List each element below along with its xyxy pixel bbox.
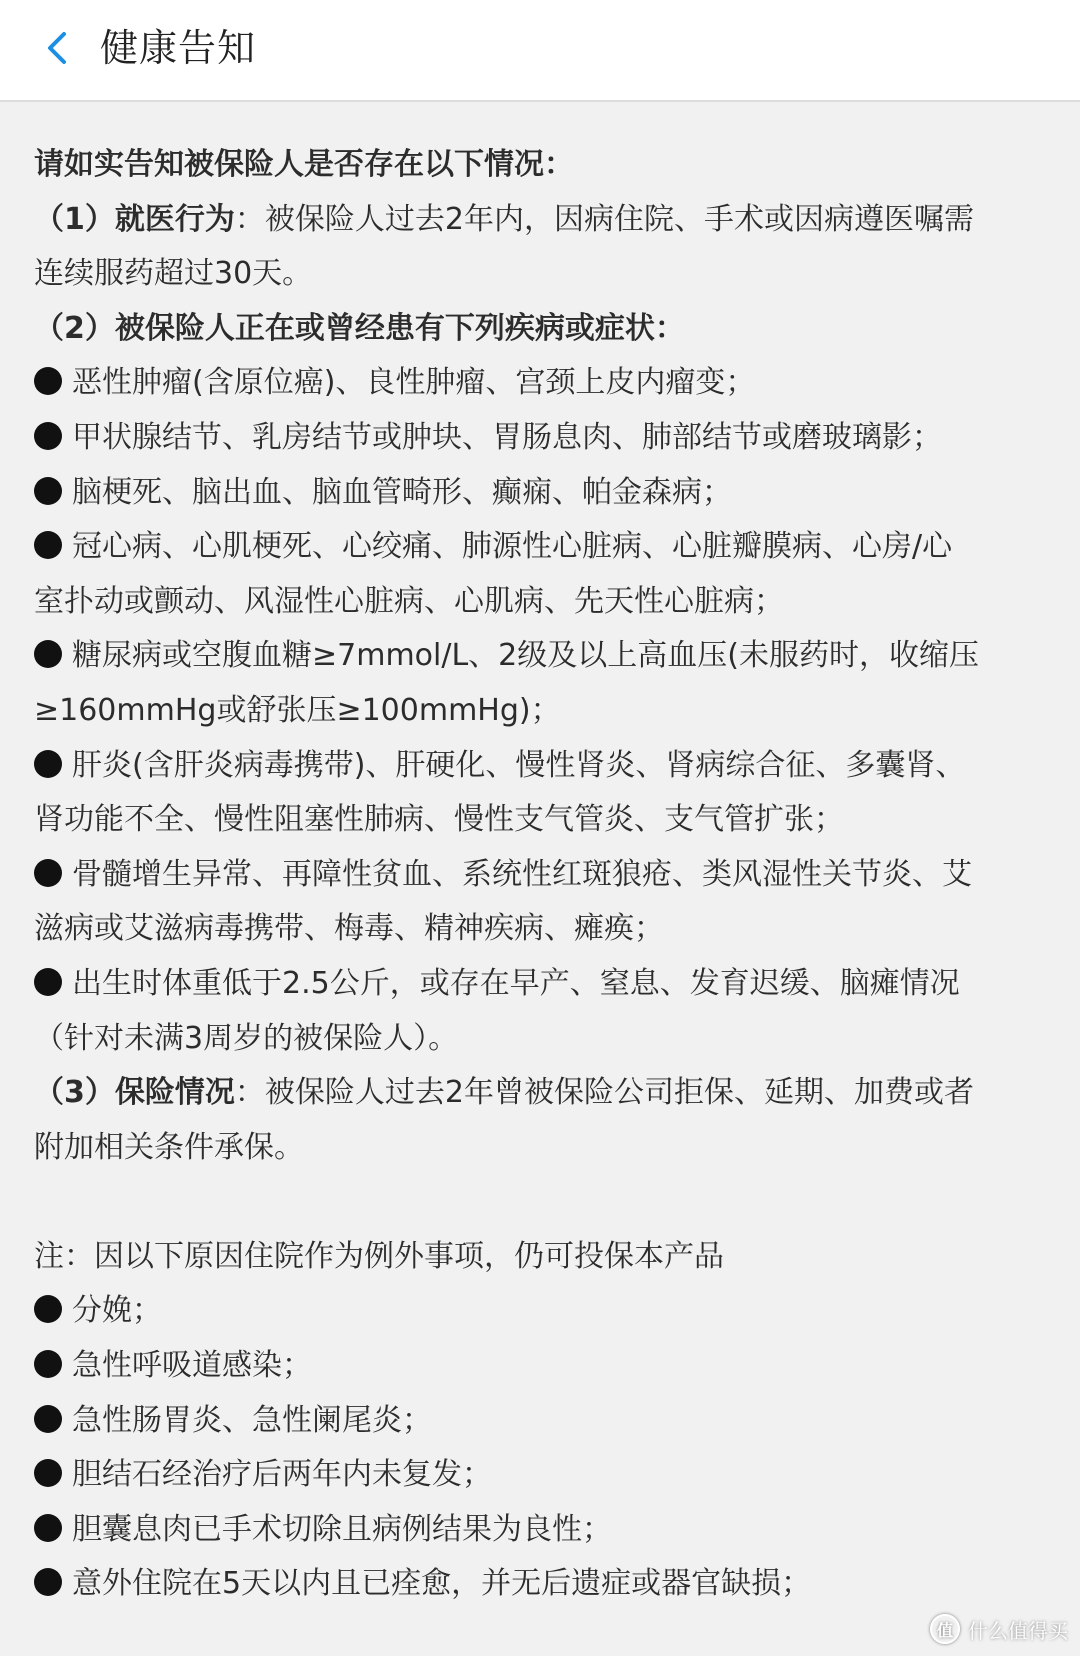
app-header bbox=[0, 0, 1080, 102]
section-3-line-2: 附加相关条件承保。 bbox=[34, 1129, 304, 1165]
disease-item-text: （针对未满3周岁的被保险人）。 bbox=[34, 1020, 459, 1056]
section-3-line-1 bbox=[34, 1066, 1049, 1121]
exception-list bbox=[34, 1284, 1049, 1612]
disease-item-text: 滋病或艾滋病毒携带、梅毒、精神疾病、瘫痪； bbox=[34, 911, 664, 947]
exception-item-text: 意外住院在5天以内且已痊愈，并无后遗症或器官缺损； bbox=[72, 1566, 812, 1602]
intro-heading: 请如实告知被保险人是否存在以下情况： bbox=[34, 147, 574, 182]
disease-item-text: 冠心病、心肌梗死、心绞痛、肺源性心脏病、心脏瓣膜病、心房/心 bbox=[72, 529, 953, 565]
disease-item bbox=[34, 739, 1049, 794]
disease-item-text: 室扑动或颤动、风湿性心脏病、心肌病、先天性心脏病； bbox=[34, 583, 784, 619]
bullet-icon bbox=[34, 1514, 62, 1542]
exception-item bbox=[34, 1557, 1049, 1612]
section-3-text: ：被保险人过去2年曾被保险公司拒保、延期、加费或者 bbox=[234, 1075, 974, 1111]
disease-item-text: 糖尿病或空腹血糖≥7mmol/L、2级及以上高血压(未服药时，收缩压 bbox=[72, 638, 979, 674]
watermark-text: 什么值得买 bbox=[968, 1618, 1068, 1643]
bullet-icon bbox=[34, 1459, 62, 1487]
bullet-icon bbox=[34, 1568, 62, 1596]
back-button[interactable] bbox=[28, 18, 88, 78]
section-1-line-2: 连续服药超过30天。 bbox=[34, 256, 313, 292]
bullet-icon bbox=[34, 422, 62, 450]
disease-item-continuation bbox=[34, 902, 1049, 957]
watermark-logo-icon: 值 bbox=[930, 1614, 960, 1644]
disease-item-continuation bbox=[34, 575, 1049, 630]
disease-item-continuation bbox=[34, 1012, 1049, 1067]
exception-item-text: 分娩； bbox=[72, 1293, 162, 1329]
disease-item bbox=[34, 466, 1049, 521]
spacer bbox=[34, 1175, 1049, 1230]
exception-item-text: 急性呼吸道感染； bbox=[72, 1348, 312, 1384]
bullet-icon bbox=[34, 968, 62, 996]
disease-item bbox=[34, 848, 1049, 903]
bullet-icon bbox=[34, 531, 62, 559]
disease-list bbox=[34, 356, 1049, 1066]
disease-item-text: ≥160mmHg或舒张压≥100mmHg)； bbox=[34, 692, 561, 728]
bullet-icon bbox=[34, 367, 62, 395]
note-title: 注：因以下原因住院作为例外事项，仍可投保本产品 bbox=[34, 1238, 724, 1274]
watermark bbox=[930, 1614, 1068, 1644]
bullet-icon bbox=[34, 477, 62, 505]
disease-item-text: 肝炎(含肝炎病毒携带)、肝硬化、慢性肾炎、肾病综合征、多囊肾、 bbox=[72, 747, 966, 783]
chevron-left-icon bbox=[40, 30, 76, 66]
disease-item bbox=[34, 629, 1049, 684]
disease-item bbox=[34, 356, 1049, 411]
exception-item-text: 胆囊息肉已手术切除且病例结果为良性； bbox=[72, 1511, 612, 1547]
exception-item-text: 急性肠胃炎、急性阑尾炎； bbox=[72, 1402, 432, 1438]
disease-item-text: 骨髓增生异常、再障性贫血、系统性红斑狼疮、类风湿性关节炎、艾 bbox=[72, 856, 972, 892]
disease-item-continuation bbox=[34, 684, 1049, 739]
disease-item-text: 恶性肿瘤(含原位癌)、良性肿瘤、宫颈上皮内瘤变； bbox=[72, 365, 756, 401]
exception-item bbox=[34, 1284, 1049, 1339]
health-notice-content bbox=[34, 138, 1049, 1612]
section-1-label: （1）就医行为 bbox=[34, 201, 235, 237]
section-2-label: （2）被保险人正在或曾经患有下列疾病或症状： bbox=[34, 310, 685, 346]
bullet-icon bbox=[34, 1405, 62, 1433]
exception-item bbox=[34, 1503, 1049, 1558]
disease-item-text: 出生时体重低于2.5公斤，或存在早产、窒息、发育迟缓、脑瘫情况 bbox=[72, 965, 960, 1001]
disease-item-text: 肾功能不全、慢性阻塞性肺病、慢性支气管炎、支气管扩张； bbox=[34, 802, 844, 838]
exception-item-text: 胆结石经治疗后两年内未复发； bbox=[72, 1457, 492, 1493]
section-1-line-1 bbox=[34, 193, 1049, 248]
exception-item bbox=[34, 1448, 1049, 1503]
disease-item bbox=[34, 520, 1049, 575]
section-3-label: （3）保险情况 bbox=[34, 1075, 235, 1111]
bullet-icon bbox=[34, 1350, 62, 1378]
disease-item-text: 甲状腺结节、乳房结节或肿块、胃肠息肉、肺部结节或磨玻璃影； bbox=[72, 419, 942, 455]
exception-item bbox=[34, 1339, 1049, 1394]
page-title: 健康告知 bbox=[100, 26, 257, 70]
disease-item bbox=[34, 411, 1049, 466]
bullet-icon bbox=[34, 750, 62, 778]
disease-item bbox=[34, 957, 1049, 1012]
disease-item-continuation bbox=[34, 793, 1049, 848]
bullet-icon bbox=[34, 640, 62, 668]
section-1-text: ：被保险人过去2年内，因病住院、手术或因病遵医嘱需 bbox=[234, 201, 974, 237]
exception-item bbox=[34, 1394, 1049, 1449]
disease-item-text: 脑梗死、脑出血、脑血管畸形、癫痫、帕金森病； bbox=[72, 474, 732, 510]
bullet-icon bbox=[34, 1295, 62, 1323]
bullet-icon bbox=[34, 859, 62, 887]
